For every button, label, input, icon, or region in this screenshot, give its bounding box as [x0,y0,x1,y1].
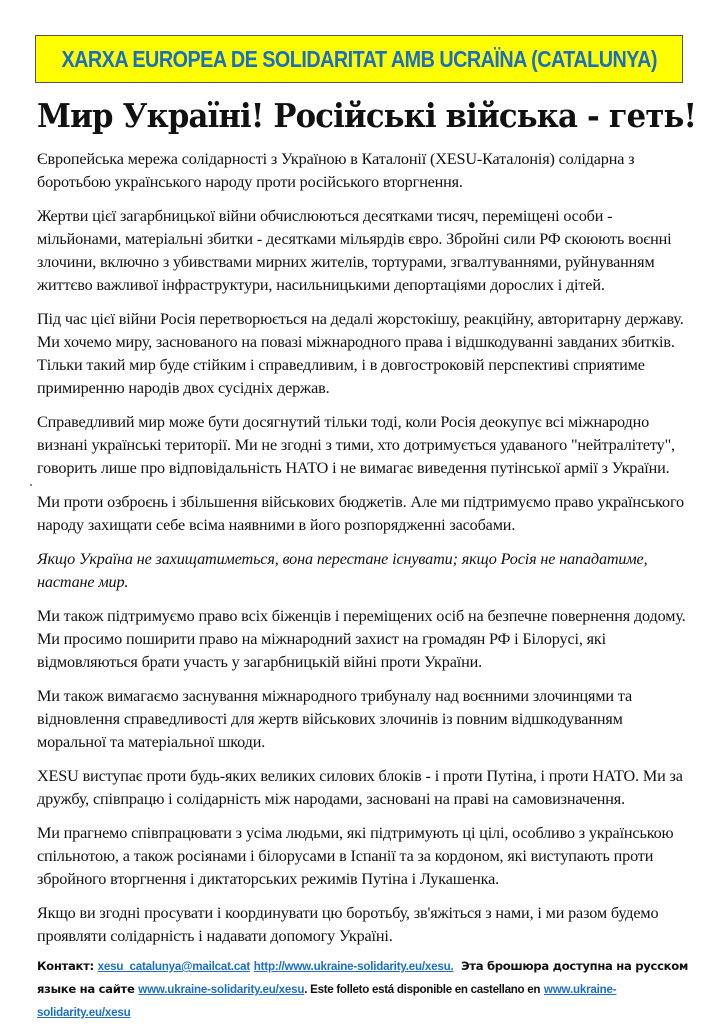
paragraph: Жертви цієї загарбницької війни обчислюються десятками тисяч, переміщені особи - мільйонами, матеріальні збитки - десятками мільярдів євро. Збройні сили РФ скоюють воєнні злочини, включно з убивствами мирних жителів, тортурами, згвалтуваннями, руйнуванням життєво важливої інфраструктури, насильницькими депортаціями дорослих і дітей. [37,207,672,294]
email-link[interactable]: xesu_catalunya@mailcat.cat [97,960,250,973]
paragraph: Ми також вимагаємо заснування міжнародного трибуналу над воєнними злочинцями та відновлення справедливості для жертв військових злочинів із повним відшкодуванням моральної та матеріальної шкоди. [37,687,632,751]
header-banner [35,35,683,83]
spanish-availability-note: . Este folleto está disponible en castellano en [304,983,541,996]
organization-title: XARXA EUROPEA DE SOLIDARITAT AMB UCRAÏNA (CATALUNYA) [61,45,657,72]
paragraph: Ми прагнемо співпрацювати з усіма людьми, які підтримують ці цілі, особливо з українською спільнотою, а також росіянами і білорусами в Іспанії та за кордоном, які виступають проти збройного вторгнення і диктаторських режимів Путіна і Лукашенка. [37,824,674,888]
contact-footer [37,955,697,1024]
paragraph: Європейська мережа солідарності з Україною в Каталонії (XESU-Каталонія) солідарна з боротьбою українського народу проти російського вторгнення. [37,150,635,191]
paragraph: Справедливий мир може бути досягнутий тільки тоді, коли Росія деокупує всі міжнародно визнані українські території. Ми не згодні з тими, хто дотримується удаваного "нейтралітету", говорить лише про відповідальність НАТО і не вимагає виведення путінської армії з України. [37,413,675,477]
paragraph: Під час цієї війни Росія перетворюється на дедалі жорстокішу, реакційну, авторитарну державу. Ми хочемо миру, заснованого на повазі міжнародного права і відшкодуванні завданих збитків. Тільки такий мир буде стійким і справедливим, і в довгостроковій перспективі сприятиме примиренню народів двох сусідніх держав. [37,310,684,397]
paragraph: Якщо ви згодні просувати і координувати цю боротьбу, зв'яжіться з нами, і ми разом будемо проявляти солідарність і надавати допомогу Україні. [37,904,659,945]
russian-availability-note: Эта брошюра доступна на русском языке на сайте [37,959,689,996]
website-link[interactable]: http://www.ukraine-solidarity.eu/xesu. [253,960,454,973]
italic-quote: Якщо Україна не захищатиметься, вона перестане існувати; якщо Росія не нападатиме, настане мир. [37,550,648,591]
article-body [37,148,692,959]
spanish-version-link[interactable]: www.ukraine-solidarity.eu/xesu [37,983,617,1019]
contact-label: Контакт: [37,959,94,973]
paragraph: Ми також підтримуємо право всіх біженців і переміщених осіб на безпечне повернення додому. Ми просимо поширити право на міжнародний захист на громадян РФ і Білорусі, які відмовляються брати участь у загарбницькій війні проти України. [37,607,686,671]
page-title: Мир Україні! Російські війська - геть! [37,96,697,135]
paragraph: Ми проти озброєнь і збільшення військових бюджетів. Але ми підтримуємо право українського народу захищати себе всіма наявними в його розпорядженні засобами. [37,493,684,534]
stray-mark [30,484,32,486]
russian-version-link[interactable]: www.ukraine-solidarity.eu/xesu [138,983,305,996]
paragraph: XESU виступає проти будь-яких великих силових блоків - і проти Путіна, і проти НАТО. Ми за дружбу, співпрацю і солідарність між народами, засновані на праві на самовизначення. [37,767,683,808]
